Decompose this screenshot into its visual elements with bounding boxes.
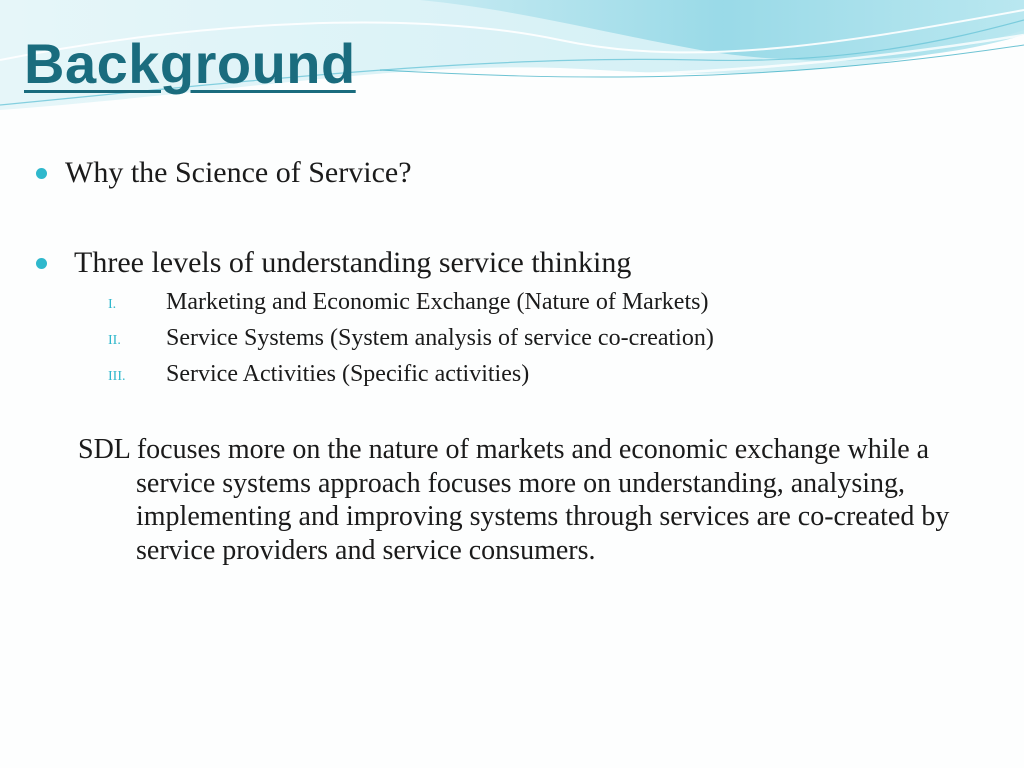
sub-item: Marketing and Economic Exchange (Nature of Markets)	[166, 289, 709, 315]
sub-item-numeral: II.	[108, 333, 121, 348]
body-paragraph: SDL focuses more on the nature of markets and economic exchange while a service systems approach focuses more on understanding, analysing, implementing and improving systems through services are co-created by service providers and service consumers.	[78, 434, 950, 566]
slide-title: Background	[24, 32, 356, 95]
sub-item: Service Activities (Specific activities)	[166, 361, 530, 387]
sub-item-numeral: I.	[108, 297, 117, 312]
sub-item: Service Systems (System analysis of service co-creation)	[166, 325, 714, 351]
sub-item-numeral: III.	[108, 369, 126, 384]
circle-bullet-icon	[36, 168, 47, 179]
bullet-item: Why the Science of Service?	[65, 156, 412, 189]
circle-bullet-icon	[36, 258, 47, 269]
bullet-item: Three levels of understanding service thinking	[74, 246, 632, 279]
